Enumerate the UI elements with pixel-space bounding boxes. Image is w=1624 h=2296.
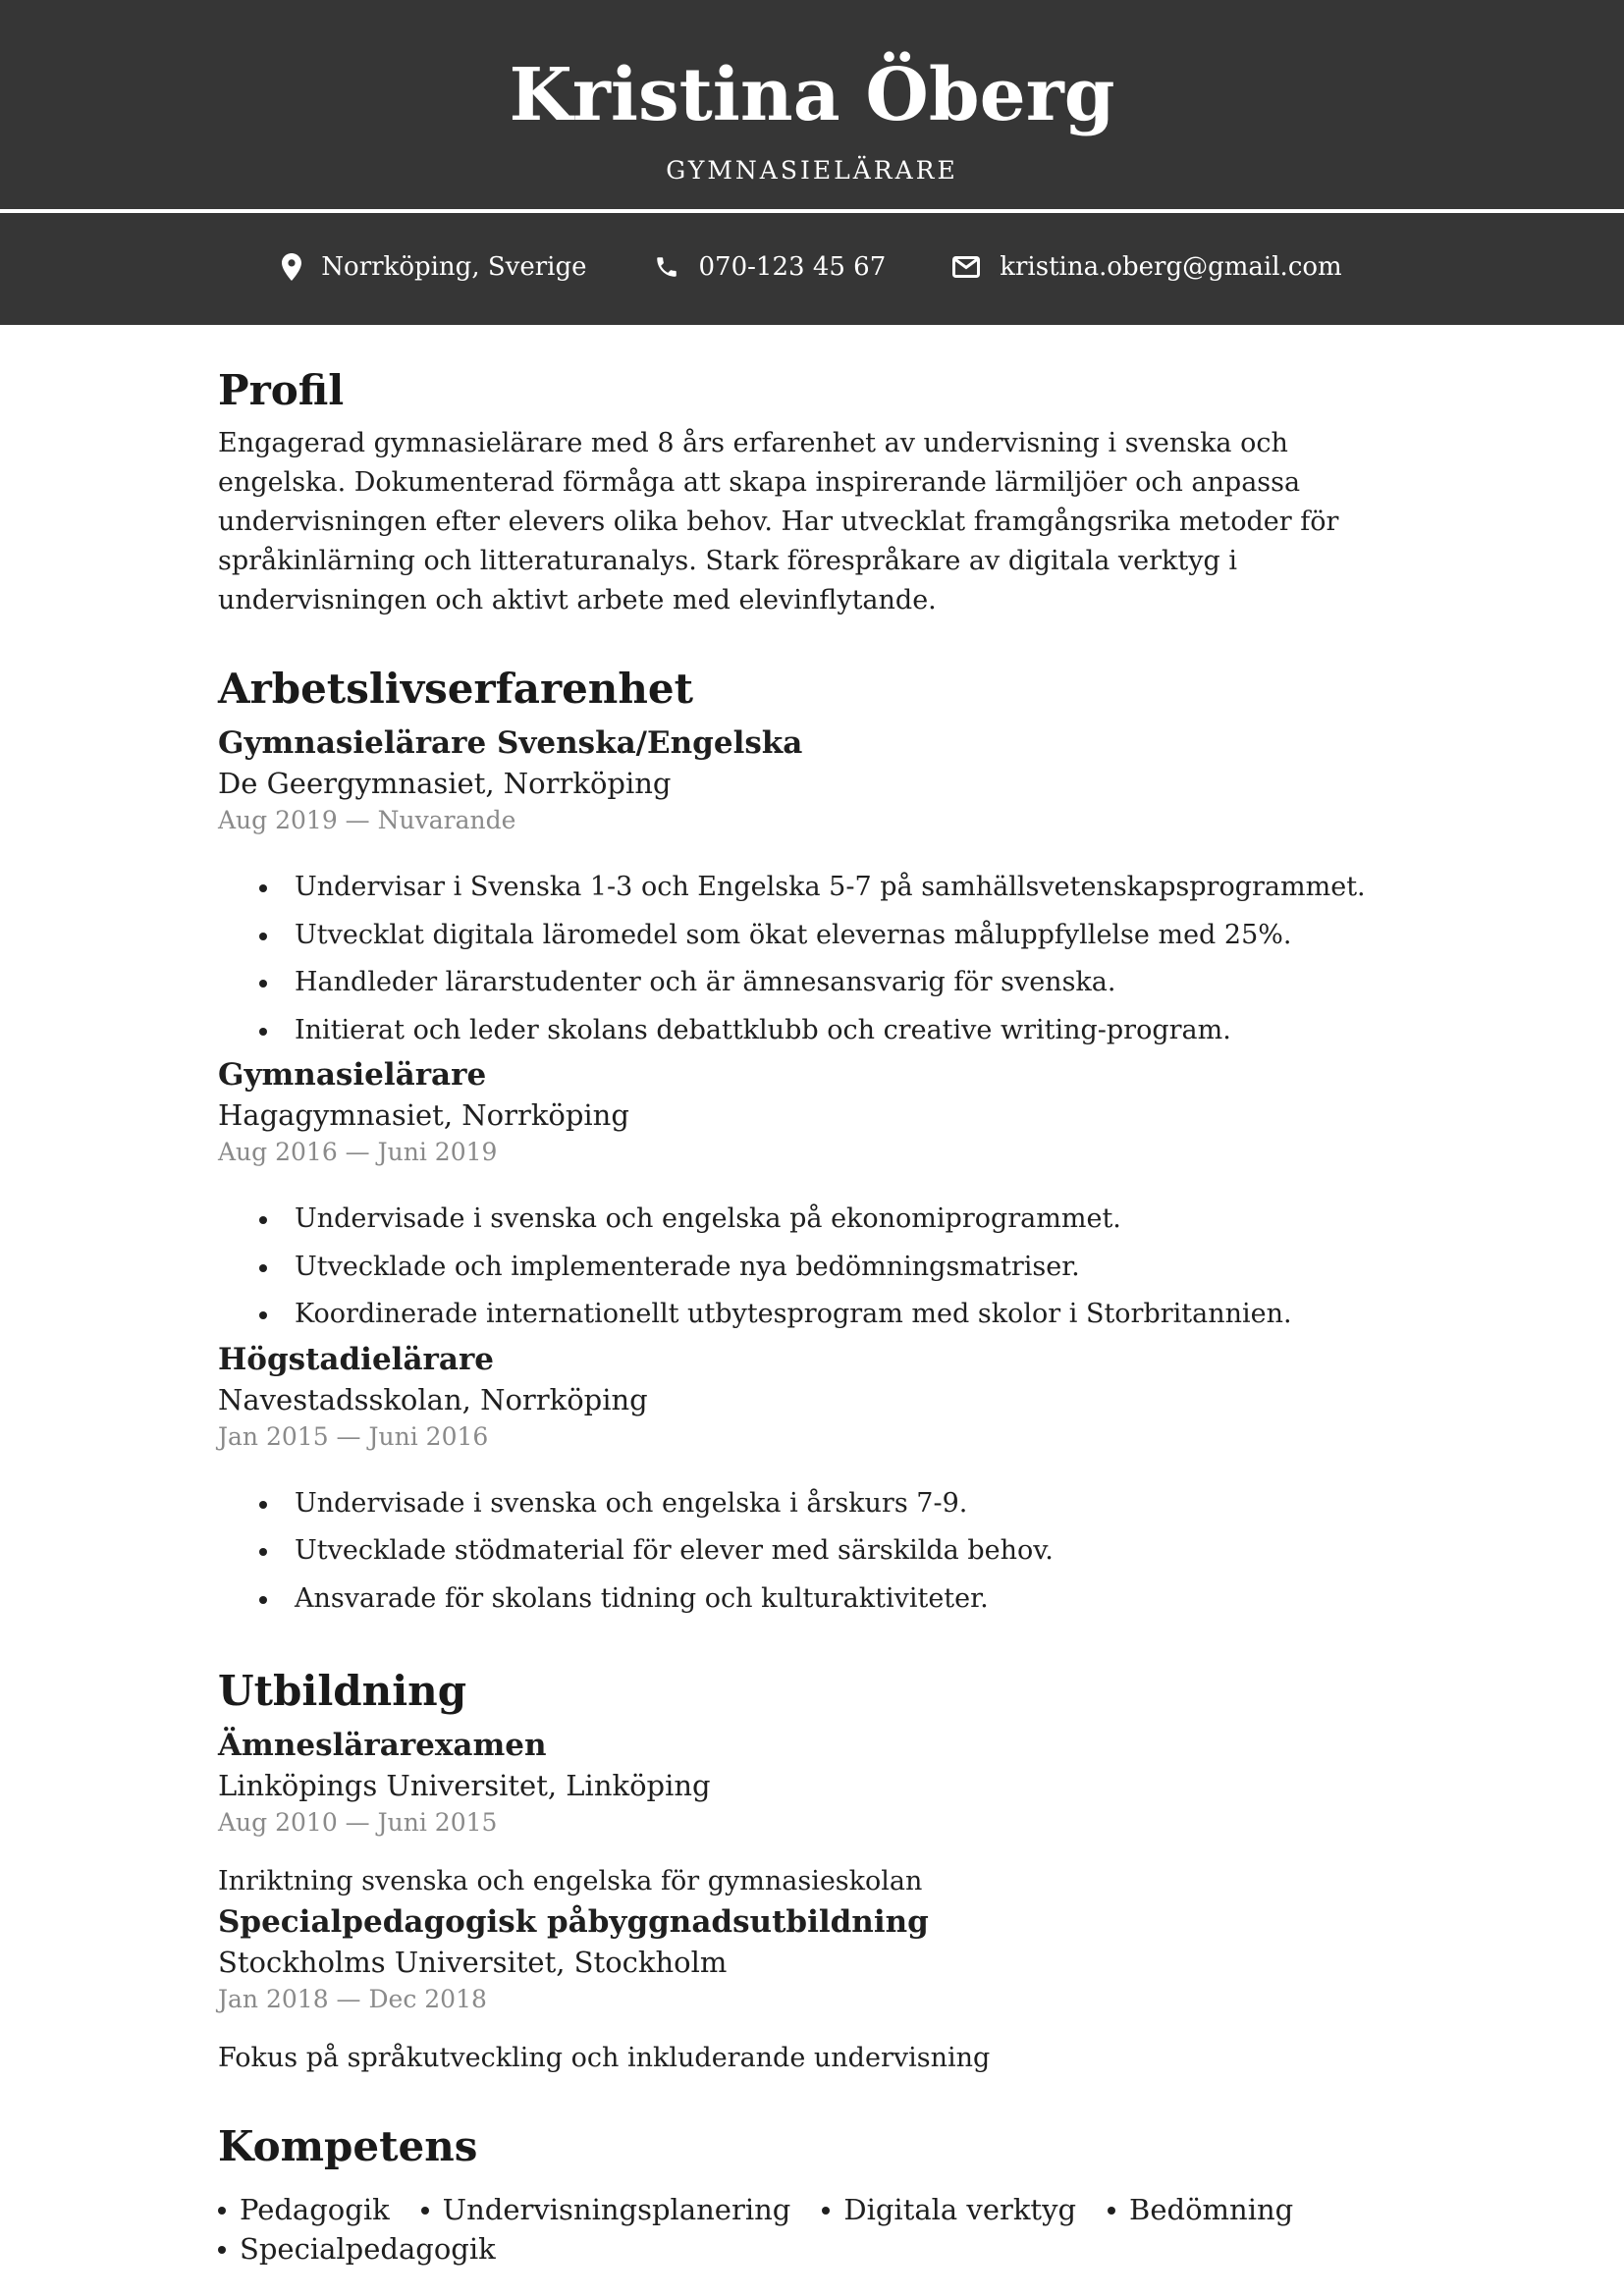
education-entry xyxy=(218,1901,1406,2078)
section-heading-education: Utbildning xyxy=(218,1667,467,1715)
bullet-item: Initierat och leder skolans debattklubb och creative writing-program. xyxy=(218,1007,1406,1055)
contact-phone[interactable] xyxy=(654,252,887,282)
job-entry xyxy=(218,1339,1406,1624)
education-note: Inriktning svenska och engelska för gymnasieskolan xyxy=(218,1866,923,1896)
person-name: Kristina Öberg xyxy=(509,53,1115,137)
section-heading-profile: Profil xyxy=(218,366,345,414)
education-degree: Ämneslärarexamen xyxy=(218,1728,547,1763)
education-dates: Jan 2018 — Dec 2018 xyxy=(218,1985,487,2013)
education-note: Fokus på språkutveckling och inkluderande undervisning xyxy=(218,2043,991,2073)
bullet-item: Undervisade i svenska och engelska i årskurs 7-9. xyxy=(218,1480,1406,1528)
bullet-item: Undervisade i svenska och engelska på ekonomiprogrammet. xyxy=(218,1196,1406,1244)
skill-item: Digitala verktyg xyxy=(822,2190,1076,2229)
education-school: Stockholms Universitet, Stockholm xyxy=(218,1946,728,1979)
bullet-item: Undervisar i Svenska 1-3 och Engelska 5-7 på samhällsvetenskapsprogrammet. xyxy=(218,864,1406,912)
email-text[interactable]: kristina.oberg@gmail.com xyxy=(1000,252,1342,282)
job-employer: Hagagymnasiet, Norrköping xyxy=(218,1098,629,1132)
skill-item: Specialpedagogik xyxy=(218,2229,496,2269)
education-school: Linköpings Universitet, Linköping xyxy=(218,1769,711,1802)
job-dates: Jan 2015 — Juni 2016 xyxy=(218,1421,489,1451)
location-text: Norrköping, Sverige xyxy=(321,252,587,282)
contact-row xyxy=(0,247,1624,287)
job-title: Högstadielärare xyxy=(218,1341,495,1377)
job-dates: Aug 2016 — Juni 2019 xyxy=(218,1138,498,1166)
email-icon xyxy=(952,256,980,278)
education-dates: Aug 2010 — Juni 2015 xyxy=(218,1808,498,1837)
contact-location xyxy=(282,252,586,282)
bullet-item: Handleder lärarstudenter och är ämnesansvarig för svenska. xyxy=(218,959,1406,1007)
profile-summary: Engagerad gymnasielärare med 8 års erfarenhet av undervisning i svenska och engelska. Dokumenterad förmåga att skapa inspirerande lärmiljöer och anpassa undervisningen efter elevers olika behov. Har utvecklat framgångsrika metoder för språkinlärning och litteraturanalys. Stark förespråkare av digitala verktyg i undervisningen och aktivt arbete med elevinflytande. xyxy=(218,428,1339,615)
job-bullets xyxy=(218,864,1406,1054)
bullet-item: Utvecklade stödmaterial för elever med särskilda behov. xyxy=(218,1527,1406,1575)
job-employer: De Geergymnasiet, Norrköping xyxy=(218,767,672,800)
bullet-item: Ansvarade för skolans tidning och kulturaktiviteter. xyxy=(218,1575,1406,1624)
job-title: Gymnasielärare Svenska/Engelska xyxy=(218,725,803,761)
job-dates: Aug 2019 — Nuvarande xyxy=(218,806,516,834)
job-entry xyxy=(218,1054,1406,1339)
education-entry xyxy=(218,1725,1406,1901)
resume-body xyxy=(218,363,1406,2269)
job-bullets xyxy=(218,1480,1406,1624)
job-employer: Navestadsskolan, Norrköping xyxy=(218,1382,648,1416)
skill-item: Pedagogik xyxy=(218,2190,390,2229)
education-degree: Specialpedagogisk påbyggnadsutbildning xyxy=(218,1904,929,1940)
skill-item: Bedömning xyxy=(1108,2190,1293,2229)
phone-text[interactable]: 070-123 45 67 xyxy=(698,252,887,282)
bullet-item: Utvecklade och implementerade nya bedömningsmatriser. xyxy=(218,1244,1406,1292)
job-title-header: GYMNASIELÄRARE xyxy=(666,156,958,185)
skills-list xyxy=(218,2190,1406,2269)
section-heading-skills: Kompetens xyxy=(218,2122,478,2170)
job-title: Gymnasielärare xyxy=(218,1057,487,1093)
bullet-item: Koordinerade internationellt utbytesprogram med skolor i Storbritannien. xyxy=(218,1291,1406,1339)
phone-icon xyxy=(654,254,679,280)
job-bullets xyxy=(218,1196,1406,1339)
job-entry xyxy=(218,722,1406,1054)
contact-email[interactable] xyxy=(952,252,1341,282)
location-pin-icon xyxy=(282,253,301,281)
bullet-item: Utvecklat digitala läromedel som ökat elevernas måluppfyllelse med 25%. xyxy=(218,912,1406,960)
skill-item: Undervisningsplanering xyxy=(421,2190,791,2229)
section-heading-experience: Arbetslivserfarenhet xyxy=(218,665,693,713)
